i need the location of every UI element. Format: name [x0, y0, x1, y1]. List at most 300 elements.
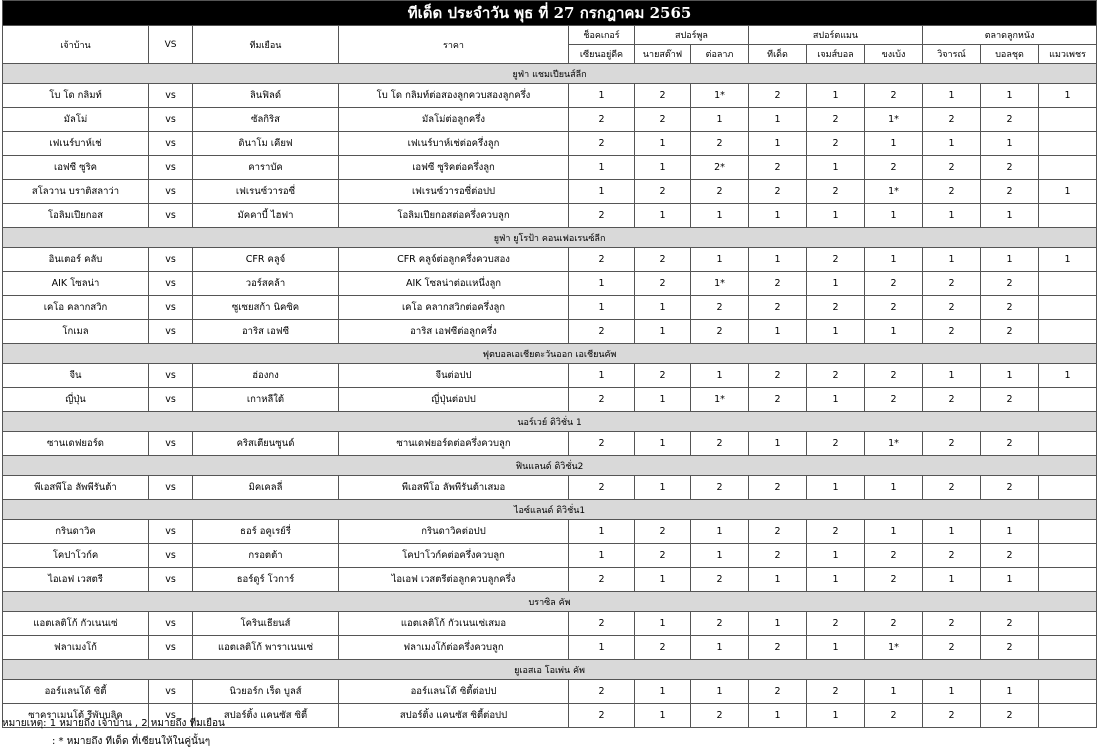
pick-cell: 2: [635, 108, 691, 132]
pick-cell: 1: [569, 156, 635, 180]
pick-cell: 1: [923, 204, 981, 228]
away-team: คริสเตียนซูนด์: [193, 432, 339, 456]
section-row: [3, 500, 1097, 520]
header-col: บอลชุด: [981, 45, 1039, 64]
pick-cell: 1: [635, 388, 691, 412]
pick-cell: 1: [981, 568, 1039, 592]
pick-cell: 1: [981, 132, 1039, 156]
section-row: [3, 412, 1097, 432]
pick-cell: 2: [691, 704, 749, 728]
pick-cell: 1: [635, 612, 691, 636]
pick-cell: [1039, 520, 1097, 544]
vs-label: vs: [149, 248, 193, 272]
pick-cell: 2: [635, 636, 691, 660]
pick-cell: 2: [635, 248, 691, 272]
pick-cell: 2: [923, 612, 981, 636]
price-line: เคโอ คลากสวิกต่อครึ่งลูก: [339, 296, 569, 320]
pick-cell: 1: [981, 248, 1039, 272]
vs-label: vs: [149, 132, 193, 156]
away-team: นิวยอร์ก เร็ด บูลส์: [193, 680, 339, 704]
pick-cell: 1: [635, 704, 691, 728]
pick-cell: 2: [569, 680, 635, 704]
match-row: [3, 180, 1097, 204]
pick-cell: 1: [865, 520, 923, 544]
pick-cell: 1: [749, 132, 807, 156]
pick-cell: 2: [635, 84, 691, 108]
away-team: ฮ่องกง: [193, 364, 339, 388]
pick-cell: 2: [749, 364, 807, 388]
header-col: เจมส์บอล: [807, 45, 865, 64]
header-price: ราคา: [339, 26, 569, 64]
home-team: AIK โซลน่า: [3, 272, 149, 296]
pick-cell: 2: [981, 156, 1039, 180]
pick-cell: 2: [923, 180, 981, 204]
away-team: สปอร์ติ้ง แคนซัส ซิตี้: [193, 704, 339, 728]
pick-cell: 2: [691, 476, 749, 500]
price-line: แอตเลติโก้ กัวเนนเซ่เสมอ: [339, 612, 569, 636]
away-team: มิคเคลลี่: [193, 476, 339, 500]
pick-cell: 2: [923, 272, 981, 296]
match-row: [3, 296, 1097, 320]
pick-cell: [1039, 432, 1097, 456]
price-line: อาริส เอฟซีต่อลูกครึ่ง: [339, 320, 569, 344]
pick-cell: 2: [691, 296, 749, 320]
pick-cell: 1: [1039, 84, 1097, 108]
home-team: ซานเดฟยอร์ด: [3, 432, 149, 456]
price-line: โบ โด กลิมท์ต่อสองลูกควบสองลูกครึ่ง: [339, 84, 569, 108]
title-row: [3, 1, 1097, 26]
pick-cell: 1: [749, 204, 807, 228]
pick-cell: 2: [749, 520, 807, 544]
pick-cell: 1: [635, 476, 691, 500]
pick-cell: 1: [635, 432, 691, 456]
pick-cell: 2: [865, 296, 923, 320]
home-team: พีเอสพีโอ ลัพพีรันต้า: [3, 476, 149, 500]
match-row: [3, 388, 1097, 412]
pick-cell: 1: [569, 544, 635, 568]
pick-cell: 2: [865, 272, 923, 296]
vs-label: vs: [149, 388, 193, 412]
home-team: สโลวาน บราติสลาว่า: [3, 180, 149, 204]
pick-cell: 2: [807, 180, 865, 204]
match-row: [3, 204, 1097, 228]
pick-cell: 1: [807, 320, 865, 344]
pick-cell: 1: [981, 84, 1039, 108]
pick-cell: 1*: [691, 272, 749, 296]
pick-cell: 1: [569, 520, 635, 544]
pick-cell: 2: [923, 108, 981, 132]
vs-label: vs: [149, 612, 193, 636]
home-team: เอฟซี ซูริค: [3, 156, 149, 180]
pick-cell: 1: [569, 84, 635, 108]
away-team: อาริส เอฟซี: [193, 320, 339, 344]
pick-cell: 1: [569, 636, 635, 660]
pick-cell: 2: [923, 704, 981, 728]
pick-cell: 1: [865, 248, 923, 272]
tips-sheet: [2, 0, 1096, 728]
pick-cell: 2: [691, 132, 749, 156]
pick-cell: 2: [981, 636, 1039, 660]
pick-cell: 2: [569, 388, 635, 412]
away-team: โครินเธียนส์: [193, 612, 339, 636]
price-line: CFR คลูจ์ต่อลูกครึ่งควบสอง: [339, 248, 569, 272]
vs-label: vs: [149, 180, 193, 204]
header-col: เซียนอยู่ดีค: [569, 45, 635, 64]
pick-cell: 2: [807, 296, 865, 320]
pick-cell: 1: [923, 364, 981, 388]
pick-cell: 1: [635, 680, 691, 704]
pick-cell: 2: [807, 520, 865, 544]
price-line: โคปาโวก์คต่อครึ่งควบลูก: [339, 544, 569, 568]
match-row: [3, 132, 1097, 156]
match-row: [3, 544, 1097, 568]
section-title: ฟุตบอลเอเชียตะวันออก เอเชียนคัพ: [3, 344, 1097, 364]
pick-cell: 2: [691, 568, 749, 592]
pick-cell: 2: [691, 612, 749, 636]
pick-cell: 2: [569, 568, 635, 592]
pick-cell: 2: [865, 704, 923, 728]
pick-cell: 2: [749, 272, 807, 296]
pick-cell: 2: [691, 180, 749, 204]
vs-label: vs: [149, 568, 193, 592]
pick-cell: 2: [749, 180, 807, 204]
pick-cell: 2: [569, 476, 635, 500]
pick-cell: 2: [807, 108, 865, 132]
away-team: ลินฟิลด์: [193, 84, 339, 108]
vs-label: vs: [149, 432, 193, 456]
header-col: นายสต๊าฟ: [635, 45, 691, 64]
pick-cell: 1*: [865, 180, 923, 204]
pick-cell: 2: [981, 108, 1039, 132]
away-team: มัคคาบี้ ไฮฟา: [193, 204, 339, 228]
match-row: [3, 320, 1097, 344]
pick-cell: 1: [635, 320, 691, 344]
pick-cell: 1*: [691, 388, 749, 412]
pick-cell: [1039, 296, 1097, 320]
pick-cell: 1: [1039, 248, 1097, 272]
vs-label: vs: [149, 364, 193, 388]
home-team: กรินดาวิค: [3, 520, 149, 544]
away-team: เฟเรนซ์วารอซี่: [193, 180, 339, 204]
pick-cell: 1: [691, 248, 749, 272]
pick-cell: 2: [807, 680, 865, 704]
pick-cell: 1: [981, 680, 1039, 704]
pick-cell: 2: [923, 476, 981, 500]
match-row: [3, 520, 1097, 544]
pick-cell: 1*: [865, 636, 923, 660]
pick-cell: 2: [569, 204, 635, 228]
pick-cell: 2: [807, 364, 865, 388]
pick-cell: 1: [807, 388, 865, 412]
away-team: ซูเซยสก้า นิคซิค: [193, 296, 339, 320]
page-title: ทีเด็ด ประจำวัน พุธ ที่ 27 กรกฎาคม 2565: [3, 1, 1097, 26]
section-title: ไอซ์แลนด์ ดิวิชั่น1: [3, 500, 1097, 520]
price-line: จีนต่อปป: [339, 364, 569, 388]
pick-cell: 1: [635, 296, 691, 320]
vs-label: vs: [149, 636, 193, 660]
pick-cell: [1039, 204, 1097, 228]
notes: [2, 715, 225, 751]
note-line-2: : * หมายถึง ทีเด็ด ที่เซียนให้ในคู่นั้นๆ: [52, 736, 211, 747]
home-team: ญี่ปุ่น: [3, 388, 149, 412]
pick-cell: 1: [749, 248, 807, 272]
pick-cell: 2: [749, 636, 807, 660]
pick-cell: 2: [981, 704, 1039, 728]
pick-cell: 1: [691, 680, 749, 704]
price-line: ญี่ปุ่นต่อปป: [339, 388, 569, 412]
section-title: นอร์เวย์ ดิวิชั่น 1: [3, 412, 1097, 432]
pick-cell: 1: [807, 204, 865, 228]
pick-cell: 1: [691, 364, 749, 388]
pick-cell: 1: [923, 248, 981, 272]
vs-label: vs: [149, 108, 193, 132]
match-row: [3, 612, 1097, 636]
price-line: เฟเนร์บาห์เช่ต่อครึ่งลูก: [339, 132, 569, 156]
pick-cell: 2: [749, 476, 807, 500]
header-group-sportsman: สปอร์ตแมน: [749, 26, 923, 45]
home-team: ซาคราเมนโต้ รีพับบลิค: [3, 704, 149, 728]
pick-cell: 1*: [865, 432, 923, 456]
away-team: กรอตต้า: [193, 544, 339, 568]
pick-cell: 2: [923, 636, 981, 660]
vs-label: vs: [149, 680, 193, 704]
match-row: [3, 636, 1097, 660]
pick-cell: 1: [923, 568, 981, 592]
pick-cell: 1: [865, 132, 923, 156]
section-title: ยูฟ่า ยูโรป้า คอนเฟอเรนซ์ลีก: [3, 228, 1097, 248]
match-row: [3, 108, 1097, 132]
away-team: ดินาโม เคียฟ: [193, 132, 339, 156]
pick-cell: [1039, 680, 1097, 704]
home-team: ฟลาเมงโก้: [3, 636, 149, 660]
pick-cell: 1: [923, 680, 981, 704]
match-row: [3, 568, 1097, 592]
pick-cell: 2: [569, 108, 635, 132]
pick-cell: 1: [749, 108, 807, 132]
pick-cell: 2: [569, 432, 635, 456]
pick-cell: 2: [981, 476, 1039, 500]
pick-cell: 2: [981, 320, 1039, 344]
pick-cell: 2: [635, 180, 691, 204]
price-line: โอลิมเปียกอสต่อครึ่งควบลูก: [339, 204, 569, 228]
vs-label: vs: [149, 476, 193, 500]
match-row: [3, 84, 1097, 108]
pick-cell: 2: [807, 132, 865, 156]
header-group-football-market: ตลาดลูกหนัง: [923, 26, 1097, 45]
away-team: ซัลกิริส: [193, 108, 339, 132]
pick-cell: 2: [635, 272, 691, 296]
pick-cell: 1: [981, 520, 1039, 544]
pick-cell: 2*: [691, 156, 749, 180]
pick-cell: 2: [865, 388, 923, 412]
home-team: ไอเอฟ เวสตรี: [3, 568, 149, 592]
pick-cell: 2: [923, 388, 981, 412]
pick-cell: 1: [691, 520, 749, 544]
price-line: ออร์แลนโด้ ซิตี้ต่อปป: [339, 680, 569, 704]
pick-cell: 2: [923, 544, 981, 568]
header-col: ต่อลาภ: [691, 45, 749, 64]
pick-cell: 2: [865, 84, 923, 108]
pick-cell: [1039, 388, 1097, 412]
pick-cell: 2: [865, 364, 923, 388]
pick-cell: 1: [807, 156, 865, 180]
match-row: [3, 156, 1097, 180]
pick-cell: 2: [749, 388, 807, 412]
pick-cell: 1: [923, 520, 981, 544]
pick-cell: [1039, 476, 1097, 500]
pick-cell: [1039, 544, 1097, 568]
pick-cell: [1039, 272, 1097, 296]
pick-cell: 2: [749, 680, 807, 704]
home-team: แอตเลติโก้ กัวเนนเซ่: [3, 612, 149, 636]
away-team: ธอร์ดูร์ โวการ์: [193, 568, 339, 592]
pick-cell: 2: [635, 364, 691, 388]
pick-cell: 1: [923, 132, 981, 156]
pick-cell: 2: [807, 432, 865, 456]
match-row: [3, 680, 1097, 704]
header-home: เจ้าบ้าน: [3, 26, 149, 64]
pick-cell: 1: [923, 84, 981, 108]
match-row: [3, 476, 1097, 500]
vs-label: vs: [149, 156, 193, 180]
vs-label: vs: [149, 320, 193, 344]
pick-cell: 1: [807, 544, 865, 568]
pick-cell: 1*: [865, 108, 923, 132]
pick-cell: 1: [865, 476, 923, 500]
home-team: โอลิมเปียกอส: [3, 204, 149, 228]
pick-cell: 1: [691, 636, 749, 660]
pick-cell: 2: [635, 544, 691, 568]
pick-cell: 2: [865, 612, 923, 636]
price-line: เอฟซี ซูริคต่อครึ่งลูก: [339, 156, 569, 180]
pick-cell: 1: [865, 204, 923, 228]
match-row: [3, 272, 1097, 296]
pick-cell: [1039, 568, 1097, 592]
pick-cell: 1: [1039, 364, 1097, 388]
header-col: ทีเด็ด: [749, 45, 807, 64]
pick-cell: 2: [807, 612, 865, 636]
pick-cell: 1: [807, 84, 865, 108]
note-line-1: หมายเหตุ: 1 หมายถึง เจ้าบ้าน , 2 หมายถึง ทีมเยือน: [2, 718, 225, 729]
pick-cell: 2: [865, 568, 923, 592]
section-row: [3, 456, 1097, 476]
header-group-sportpool: สปอร์พูล: [635, 26, 749, 45]
header-row-groups: [3, 26, 1097, 45]
pick-cell: [1039, 704, 1097, 728]
pick-cell: 2: [865, 544, 923, 568]
pick-cell: 2: [981, 544, 1039, 568]
vs-label: vs: [149, 296, 193, 320]
away-team: เกาหลีใต้: [193, 388, 339, 412]
away-team: คาราบัค: [193, 156, 339, 180]
pick-cell: 2: [981, 388, 1039, 412]
pick-cell: 2: [749, 544, 807, 568]
pick-cell: 1: [749, 432, 807, 456]
pick-cell: 2: [923, 156, 981, 180]
pick-cell: [1039, 132, 1097, 156]
pick-cell: 1: [569, 296, 635, 320]
price-line: พีเอสพีโอ ลัพพีรันต้าเสมอ: [339, 476, 569, 500]
vs-label: vs: [149, 520, 193, 544]
pick-cell: 1: [1039, 180, 1097, 204]
pick-cell: 2: [981, 612, 1039, 636]
pick-cell: 2: [749, 296, 807, 320]
header-col: แมวเพชร: [1039, 45, 1097, 64]
price-line: กรินดาวิคต่อปป: [339, 520, 569, 544]
home-team: โคปาโวก์ค: [3, 544, 149, 568]
pick-cell: 1: [865, 320, 923, 344]
header-vs: VS: [149, 26, 193, 64]
pick-cell: 1: [865, 680, 923, 704]
pick-cell: 1: [807, 476, 865, 500]
pick-cell: 1: [807, 636, 865, 660]
pick-cell: 1: [635, 568, 691, 592]
price-line: ไอเอฟ เวสตรีต่อลูกควบลูกครึ่ง: [339, 568, 569, 592]
pick-cell: [1039, 320, 1097, 344]
pick-cell: 2: [569, 132, 635, 156]
pick-cell: 2: [865, 156, 923, 180]
pick-cell: 2: [569, 320, 635, 344]
pick-cell: 1: [807, 568, 865, 592]
pick-cell: 1: [691, 204, 749, 228]
section-title: ยูฟ่า แชมเปียนส์ลีก: [3, 64, 1097, 84]
home-team: โกเมล: [3, 320, 149, 344]
price-line: ฟลาเมงโก้ต่อครึ่งควบลูก: [339, 636, 569, 660]
tips-table: [2, 0, 1097, 728]
pick-cell: 1: [635, 204, 691, 228]
pick-cell: [1039, 612, 1097, 636]
pick-cell: 1: [691, 108, 749, 132]
pick-cell: 2: [749, 156, 807, 180]
home-team: เคโอ คลากสวิก: [3, 296, 149, 320]
pick-cell: 1: [807, 272, 865, 296]
pick-cell: 1*: [691, 84, 749, 108]
pick-cell: [1039, 636, 1097, 660]
pick-cell: 2: [981, 296, 1039, 320]
price-line: ซานเดฟยอร์ดต่อครึ่งควบลูก: [339, 432, 569, 456]
section-row: [3, 344, 1097, 364]
pick-cell: 1: [569, 364, 635, 388]
vs-label: vs: [149, 544, 193, 568]
pick-cell: 2: [569, 704, 635, 728]
pick-cell: 1: [569, 272, 635, 296]
section-row: [3, 660, 1097, 680]
vs-label: vs: [149, 704, 193, 728]
pick-cell: 1: [981, 204, 1039, 228]
home-team: อินเตอร์ คลับ: [3, 248, 149, 272]
pick-cell: 1: [749, 320, 807, 344]
home-team: มัลโม่: [3, 108, 149, 132]
pick-cell: 2: [981, 432, 1039, 456]
match-row: [3, 432, 1097, 456]
home-team: โบ โด กลิมท์: [3, 84, 149, 108]
pick-cell: 2: [923, 320, 981, 344]
match-row: [3, 364, 1097, 388]
pick-cell: 2: [981, 180, 1039, 204]
pick-cell: 2: [569, 612, 635, 636]
header-away: ทีมเยือน: [193, 26, 339, 64]
section-row: [3, 592, 1097, 612]
pick-cell: 1: [807, 704, 865, 728]
pick-cell: 2: [569, 248, 635, 272]
pick-cell: 2: [923, 432, 981, 456]
header-col: วิจารณ์: [923, 45, 981, 64]
pick-cell: 1: [749, 704, 807, 728]
section-row: [3, 228, 1097, 248]
pick-cell: 1: [749, 612, 807, 636]
pick-cell: [1039, 108, 1097, 132]
pick-cell: 2: [691, 320, 749, 344]
